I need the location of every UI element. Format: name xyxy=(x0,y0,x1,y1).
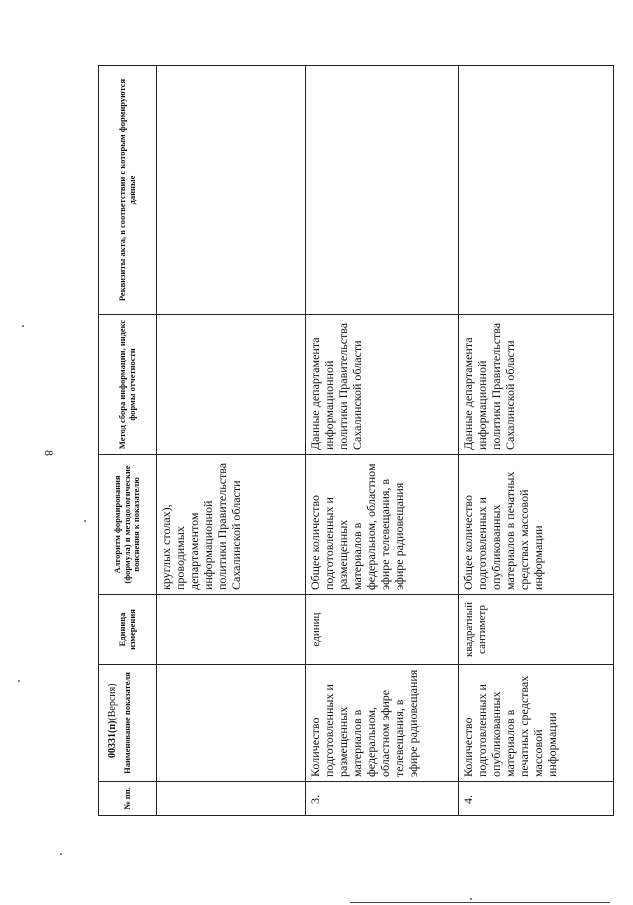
header-requisites: Реквизиты акта, в соответствии с которым формируются данные xyxy=(99,66,157,315)
table-row xyxy=(157,66,306,816)
header-num: № пп. xyxy=(99,782,157,816)
row-requisites xyxy=(459,66,614,315)
row-name: Количество подготовленных и опубликованных материалов в печатных средствах массовой информации xyxy=(459,665,614,782)
scan-speck xyxy=(22,325,24,327)
document-footer-code xyxy=(107,558,121,758)
row-method xyxy=(157,315,306,455)
row-num: 3. xyxy=(306,782,459,816)
table-row xyxy=(459,66,614,816)
row-unit: единиц xyxy=(306,595,459,665)
row-name xyxy=(157,665,306,782)
scan-speck xyxy=(60,853,62,855)
row-num xyxy=(157,782,306,816)
table-row xyxy=(306,66,459,816)
row-num: 4. xyxy=(459,782,614,816)
scan-speck xyxy=(84,520,86,522)
header-method: Метод сбора информации, индекс формы отчетности xyxy=(99,315,157,455)
footer-code: 00331(п) xyxy=(107,720,118,758)
scan-edge-line xyxy=(350,902,610,903)
footer-version: (Версия) xyxy=(107,683,118,721)
row-method: Данные департамента информационной политики Правительства Сахалинской области xyxy=(306,315,459,455)
scan-speck xyxy=(18,680,20,682)
row-algorithm: Общее количество подготовленных и опубликованных материалов в печатных средствах массовой информации xyxy=(459,455,614,595)
row-unit xyxy=(157,595,306,665)
scan-speck xyxy=(470,898,472,900)
indicator-table xyxy=(98,65,614,816)
row-algorithm: круглых столах), проводимых департаментом информационной политики Правительства Сахалинской области xyxy=(157,455,306,595)
header-name: Наименование показателя xyxy=(99,665,157,782)
header-algorithm: Алгоритм формирования (формула) и методологические пояснения к показателю xyxy=(99,455,157,595)
indicator-table-frame xyxy=(98,66,613,816)
row-requisites xyxy=(306,66,459,315)
row-method: Данные департамента информационной политики Правительства Сахалинской области xyxy=(459,315,614,455)
row-requisites xyxy=(157,66,306,315)
header-unit: Единица измерения xyxy=(99,595,157,665)
row-algorithm: Общее количество подготовленных и размещенных материалов в федеральном, областном эфире телевещания, в эфире радиовещания xyxy=(306,455,459,595)
row-name: Количество подготовленных и размещенных материалов в федеральном, областном эфире телевещания, в эфире радиовещания xyxy=(306,665,459,782)
page-number: 8 xyxy=(42,450,56,456)
row-unit: квадратный сантиметр xyxy=(459,595,614,665)
